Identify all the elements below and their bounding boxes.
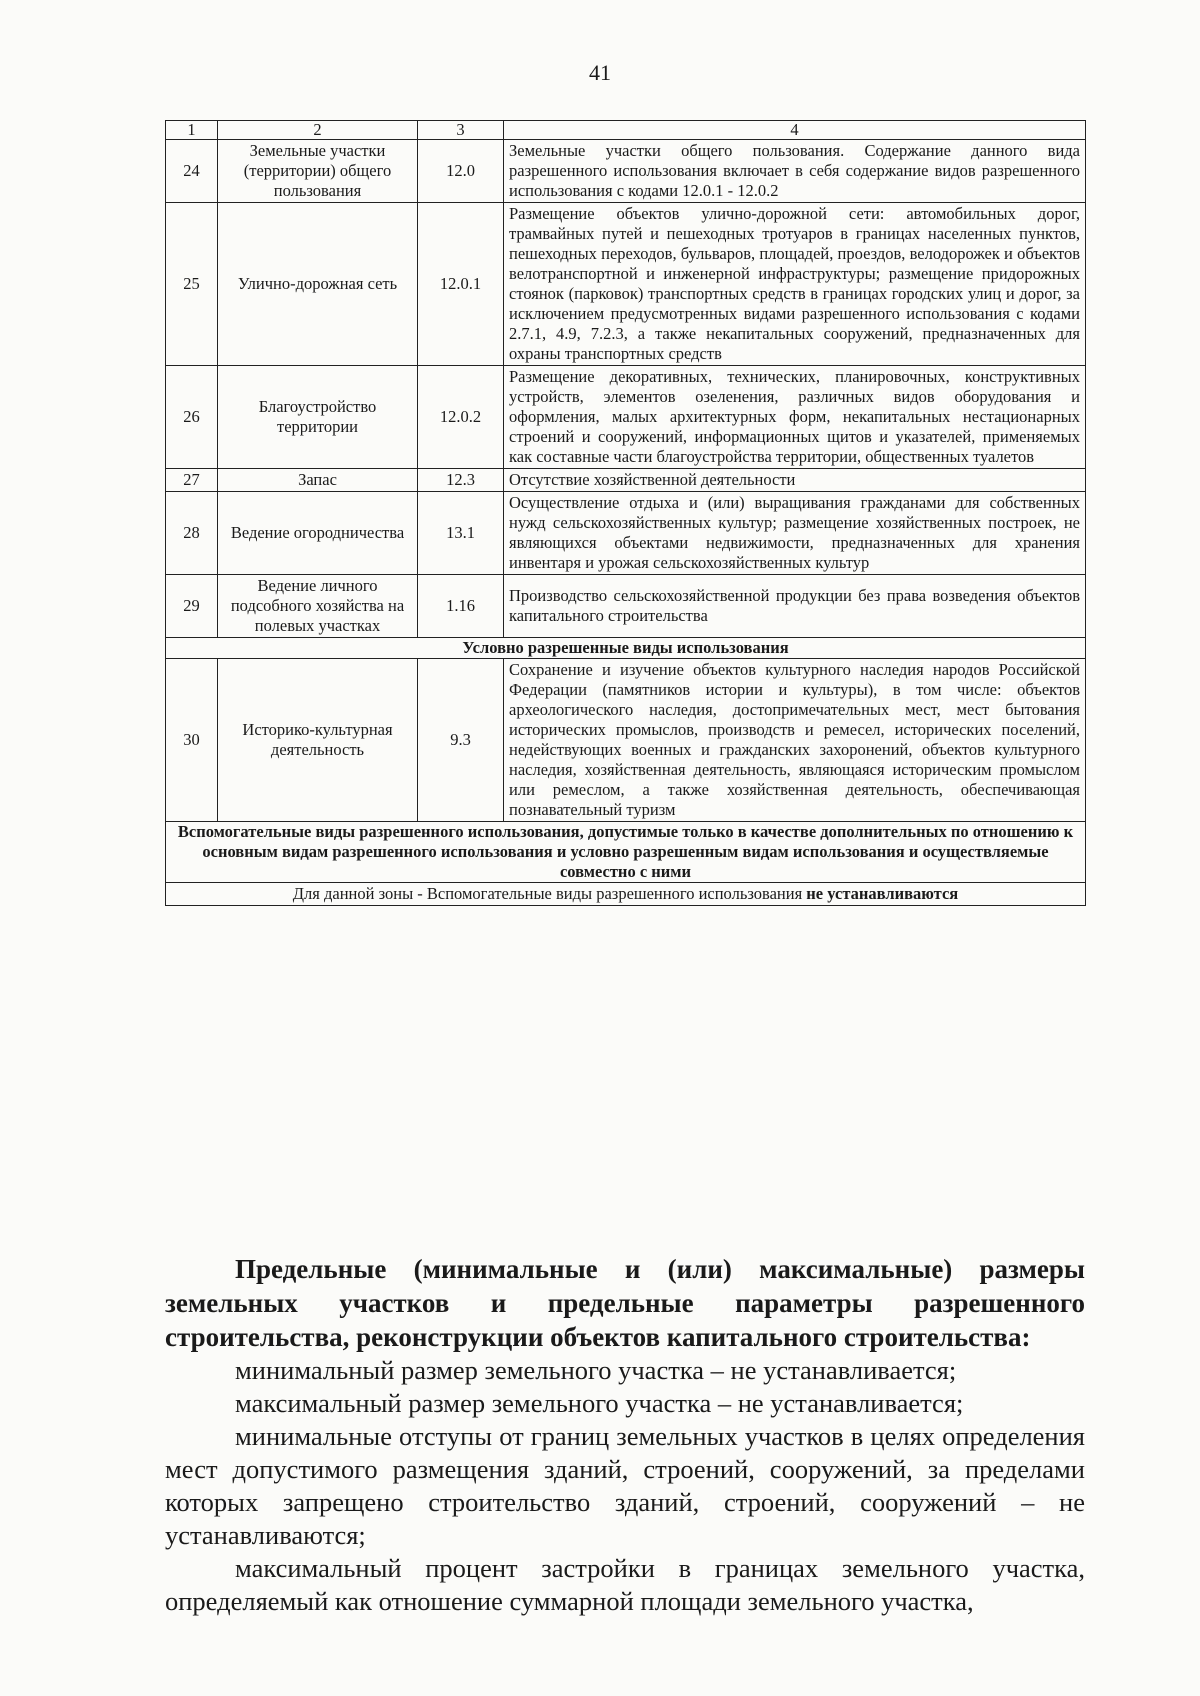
header-col-2: 2 (218, 121, 418, 140)
table-row (166, 366, 1086, 469)
row-number: 29 (166, 575, 218, 638)
header-col-3: 3 (418, 121, 504, 140)
table-row (166, 575, 1086, 638)
row-number: 24 (166, 140, 218, 203)
auxiliary-note (166, 883, 1086, 906)
auxiliary-note-emphasis: не устанавливаются (806, 884, 959, 903)
row-number: 30 (166, 659, 218, 822)
use-name: Ведение огородничества (218, 492, 418, 575)
use-name: Улично-дорожная сеть (218, 203, 418, 366)
use-code: 13.1 (418, 492, 504, 575)
page-number: 41 (589, 60, 611, 85)
parameters-section (165, 1252, 1085, 1618)
use-name: Запас (218, 469, 418, 492)
use-code: 1.16 (418, 575, 504, 638)
table-header-row (166, 121, 1086, 140)
use-code: 12.0.2 (418, 366, 504, 469)
conditional-section-title: Условно разрешенные виды использования (166, 638, 1086, 659)
use-name: Благоустройство территории (218, 366, 418, 469)
table-row (166, 659, 1086, 822)
auxiliary-note-text: Для данной зоны - Вспомогательные виды разрешенного использования (292, 884, 803, 903)
row-number: 28 (166, 492, 218, 575)
header-col-1: 1 (166, 121, 218, 140)
auxiliary-section-title: Вспомогательные виды разрешенного использования, допустимые только в качестве дополнительных по отношению к основным видам разрешенного использования и условно разрешенным видам использования и осуществляемые совместно с ними (166, 822, 1086, 883)
table-row (166, 492, 1086, 575)
use-description: Осуществление отдыха и (или) выращивания гражданами для собственных нужд сельскохозяйственных культур; размещение хозяйственных построек, не являющихся объектами недвижимости, предназначенных для хранения инвентаря и урожая сельскохозяйственных культур (504, 492, 1086, 575)
use-description: Производство сельскохозяйственной продукции без права возведения объектов капитального строительства (504, 575, 1086, 638)
parameter-line: минимальные отступы от границ земельных участков в целях определения мест допустимого размещения зданий, строений, сооружений, за пределами которых запрещено строительство зданий, строений, сооружений – не устанавливаются; (165, 1421, 1085, 1550)
conditional-section-row (166, 638, 1086, 659)
land-use-table (165, 120, 1086, 906)
table-row (166, 469, 1086, 492)
row-number: 26 (166, 366, 218, 469)
use-code: 9.3 (418, 659, 504, 822)
table-row (166, 140, 1086, 203)
use-description: Отсутствие хозяйственной деятельности (504, 469, 1086, 492)
use-description: Размещение объектов улично-дорожной сети: автомобильных дорог, трамвайных путей и пешеходных тротуаров в границах населенных пунктов, пешеходных переходов, бульваров, площадей, проездов, велодорожек и объектов велотранспортной и инженерной инфраструктуры; размещение придорожных стоянок (парковок) транспортных средств в границах городских улиц и дорог, за исключением предусмотренных видами разрешенного использования с кодами 2.7.1, 4.9, 7.2.3, а также некапитальных сооружений, предназначенных для охраны транспортных средств (504, 203, 1086, 366)
header-col-4: 4 (504, 121, 1086, 140)
parameters-heading: Предельные (минимальные и (или) максимальные) размеры земельных участков и предельные параметры разрешенного строительства, реконструкции объектов капитального строительства: (165, 1254, 1085, 1352)
use-name: Земельные участки (территории) общего пользования (218, 140, 418, 203)
row-number: 27 (166, 469, 218, 492)
use-name: Историко-культурная деятельность (218, 659, 418, 822)
use-code: 12.0 (418, 140, 504, 203)
use-code: 12.0.1 (418, 203, 504, 366)
use-code: 12.3 (418, 469, 504, 492)
parameter-line: максимальный размер земельного участка – не устанавливается; (235, 1388, 964, 1418)
parameter-line: минимальный размер земельного участка – не устанавливается; (235, 1355, 957, 1385)
row-number: 25 (166, 203, 218, 366)
use-name: Ведение личного подсобного хозяйства на полевых участках (218, 575, 418, 638)
auxiliary-note-row (166, 883, 1086, 906)
parameter-line: максимальный процент застройки в границах земельного участка, определяемый как отношение суммарной площади земельного участка, (165, 1553, 1085, 1616)
use-description: Земельные участки общего пользования. Содержание данного вида разрешенного использования включает в себя содержание видов разрешенного использования с кодами 12.0.1 - 12.0.2 (504, 140, 1086, 203)
table-row (166, 203, 1086, 366)
auxiliary-section-row (166, 822, 1086, 883)
use-description: Сохранение и изучение объектов культурного наследия народов Российской Федерации (памятников истории и культуры), в том числе: объектов археологического наследия, достопримечательных мест, мест бытования исторических промыслов, производств и ремесел, исторических поселений, недействующих военных и гражданских захоронений, объектов культурного наследия, хозяйственная деятельность, являющаяся историческим промыслом или ремеслом, а также хозяйственная деятельность, обеспечивающая познавательный туризм (504, 659, 1086, 822)
use-description: Размещение декоративных, технических, планировочных, конструктивных устройств, элементов озеленения, различных видов оборудования и оформления, малых архитектурных форм, некапитальных нестационарных строений и сооружений, информационных щитов и указателей, применяемых как составные части благоустройства территории, общественных туалетов (504, 366, 1086, 469)
